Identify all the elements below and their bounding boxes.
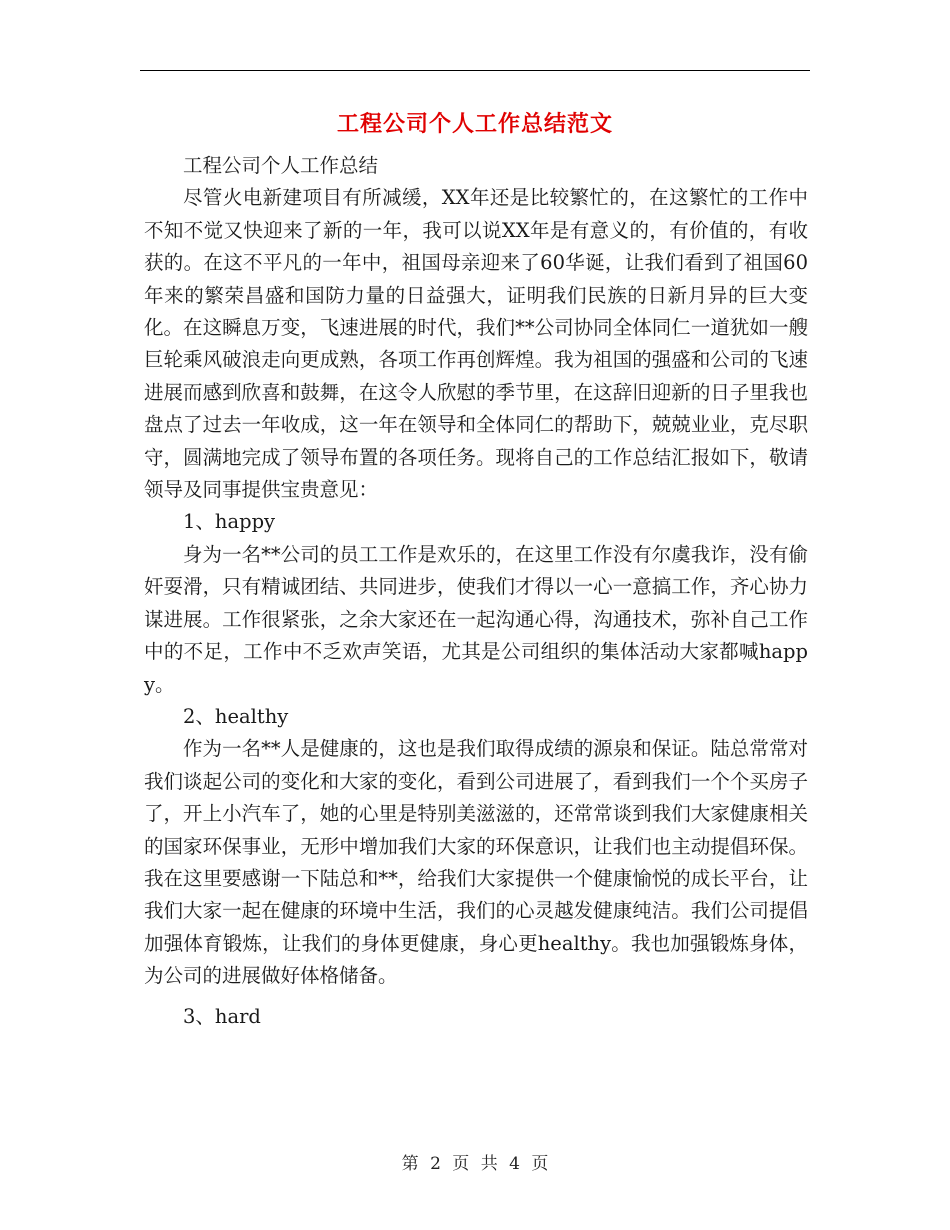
- section-heading-happy: 1、happy: [183, 510, 276, 534]
- section-heading-hard: 3、hard: [183, 1004, 261, 1028]
- document-body: [144, 150, 808, 1033]
- healthy-paragraph: 作为一名**人是健康的，这也是我们取得成绩的源泉和保证。陆总常常对我们谈起公司的变化和大家的变化，看到公司进展了，看到我们一个个买房子了，开上小汽车了，她的心里是特别美滋滋的，还常常谈到我们大家健康相关的国家环保事业，无形中增加我们大家的环保意识，让我们也主动提倡环保。我在这里要感谢一下陆总和**，给我们大家提供一个健康愉悦的成长平台，让我们大家一起在健康的环境中生活，我们的心灵越发健康纯洁。我们公司提倡加强体育锻炼，让我们的身体更健康，身心更healthy。我也加强锻炼身体，为公司的进展做好体格储备。: [144, 737, 808, 988]
- page-number: 第 2 页 共 4 页: [401, 1154, 549, 1174]
- intro-paragraph: 尽管火电新建项目有所减缓，XX年还是比较繁忙的，在这繁忙的工作中不知不觉又快迎来了新的一年，我可以说XX年是有意义的，有价值的，有收获的。在这不平凡的一年中，祖国母亲迎来了60华诞，让我们看到了祖国60年来的繁荣昌盛和国防力量的日益强大，证明我们民族的日新月异的巨大变化。在这瞬息万变，飞速进展的时代，我们**公司协同全体同仁一道犹如一艘巨轮乘风破浪走向更成熟，各项工作再创辉煌。我为祖国的强盛和公司的飞速进展而感到欣喜和鼓舞，在这令人欣慰的季节里，在这辞旧迎新的日子里我也盘点了过去一年收成，这一年在领导和全体同仁的帮助下，兢兢业业，克尽职守，圆满地完成了领导布置的各项任务。现将自己的工作总结汇报如下，敬请领导及同事提供宝贵意见：: [144, 186, 808, 502]
- happy-paragraph: 身为一名**公司的员工工作是欢乐的，在这里工作没有尔虞我诈，没有偷奸耍滑，只有精诚团结、共同进步，使我们才得以一心一意搞工作，齐心协力谋进展。工作很紧张，之余大家还在一起沟通心得，沟通技术，弥补自己工作中的不足，工作中不乏欢声笑语，尤其是公司组织的集体活动大家都喊happy。: [144, 542, 808, 696]
- paragraph-spacer: [144, 993, 808, 1001]
- section-heading-healthy: 2、healthy: [183, 704, 289, 728]
- header-rule: [140, 70, 810, 71]
- document-title: 工程公司个人工作总结范文: [336, 112, 613, 137]
- section-subtitle: 工程公司个人工作总结: [183, 154, 379, 177]
